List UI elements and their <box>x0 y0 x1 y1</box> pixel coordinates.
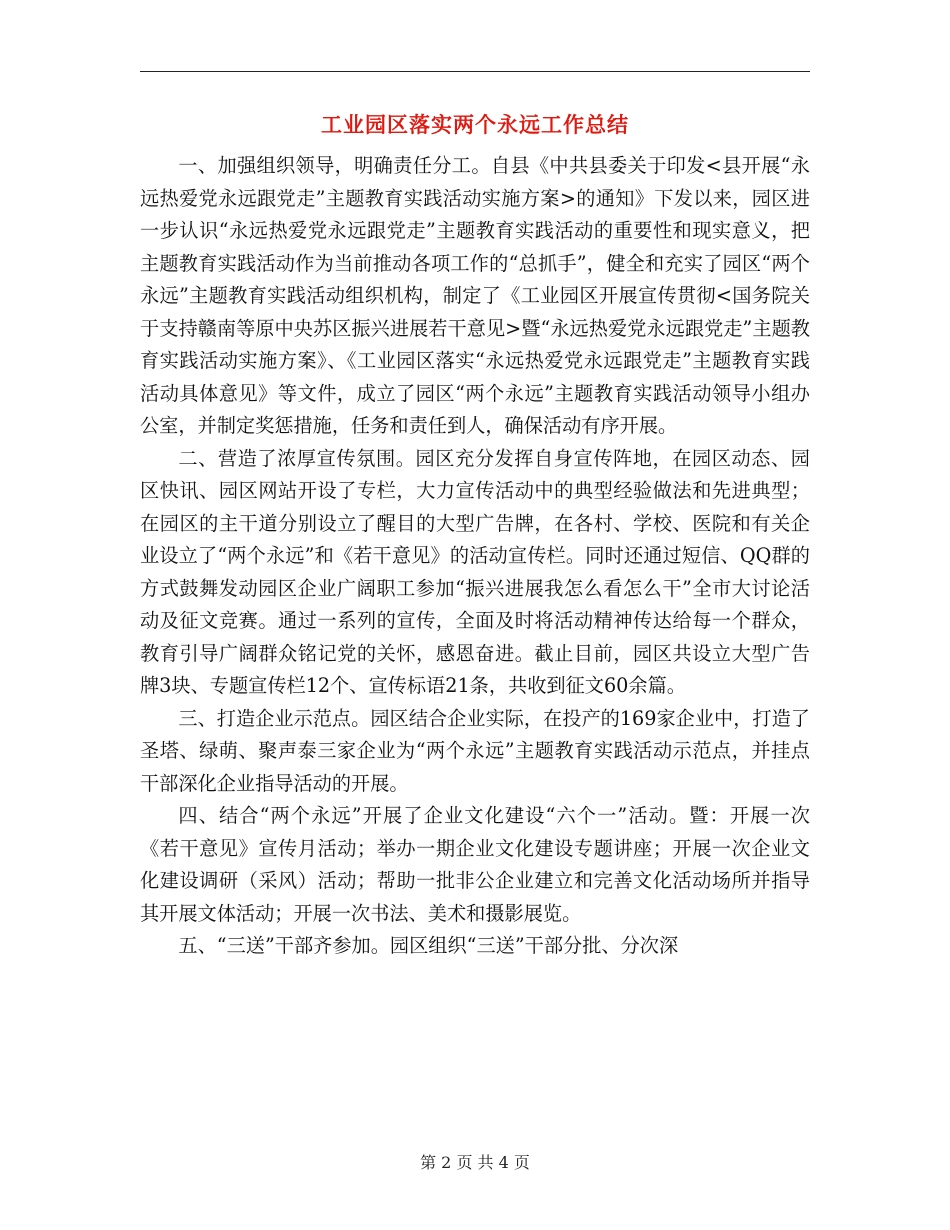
paragraph-2: 二、营造了浓厚宣传氛围。园区充分发挥自身宣传阵地，在园区动态、园区快讯、园区网站开设了专栏，大力宣传活动中的典型经验做法和先进典型；在园区的主干道分别设立了醒目的大型广告牌，在各村、学校、医院和有关企业设立了“两个永远”和《若干意见》的活动宣传栏。同时还通过短信、QQ群的方式鼓舞发动园区企业广阔职工参加“振兴进展我怎么看怎么干”全市大讨论活动及征文竞赛。通过一系列的宣传，全面及时将活动精神传达给每一个群众，教育引导广阔群众铭记党的关怀，感恩奋进。截止目前，园区共设立大型广告牌3块、专题宣传栏12个、宣传标语21条，共收到征文60余篇。 <box>140 446 810 697</box>
paragraph-3: 三、打造企业示范点。园区结合企业实际，在投产的169家企业中，打造了圣塔、绿萌、聚声泰三家企业为“两个永远”主题教育实践活动示范点，并挂点干部深化企业指导活动的开展。 <box>140 706 810 795</box>
paragraph-4: 四、结合“两个永远”开展了企业文化建设“六个一”活动。暨：开展一次《若干意见》宣传月活动；举办一期企业文化建设专题讲座；开展一次企业文化建设调研（采风）活动；帮助一批非公企业建立和完善文化活动场所并指导其开展文体活动；开展一次书法、美术和摄影展览。 <box>140 804 810 925</box>
page-footer: 第 2 页 共 4 页 <box>420 1153 530 1172</box>
document-body <box>140 150 810 963</box>
paragraph-1: 一、加强组织领导，明确责任分工。自县《中共县委关于印发<县开展“永远热爱党永远跟党走”主题教育实践活动实施方案>的通知》下发以来，园区进一步认识“永远热爱党永远跟党走”主题教育实践活动的重要性和现实意义，把主题教育实践活动作为当前推动各项工作的“总抓手”，健全和充实了园区“两个永远”主题教育实践活动组织机构，制定了《工业园区开展宣传贯彻<国务院关于支持赣南等原中央苏区振兴进展若干意见>暨“永远热爱党永远跟党走”主题教育实践活动实施方案》、《工业园区落实“永远热爱党永远跟党走”主题教育实践活动具体意见》等文件，成立了园区“两个永远”主题教育实践活动领导小组办公室，并制定奖惩措施，任务和责任到人，确保活动有序开展。 <box>140 154 810 437</box>
document-title: 工业园区落实两个永远工作总结 <box>321 113 629 137</box>
header-rule <box>140 71 810 72</box>
paragraph-5: 五、“三送”干部齐参加。园区组织“三送”干部分批、分次深 <box>178 934 679 957</box>
